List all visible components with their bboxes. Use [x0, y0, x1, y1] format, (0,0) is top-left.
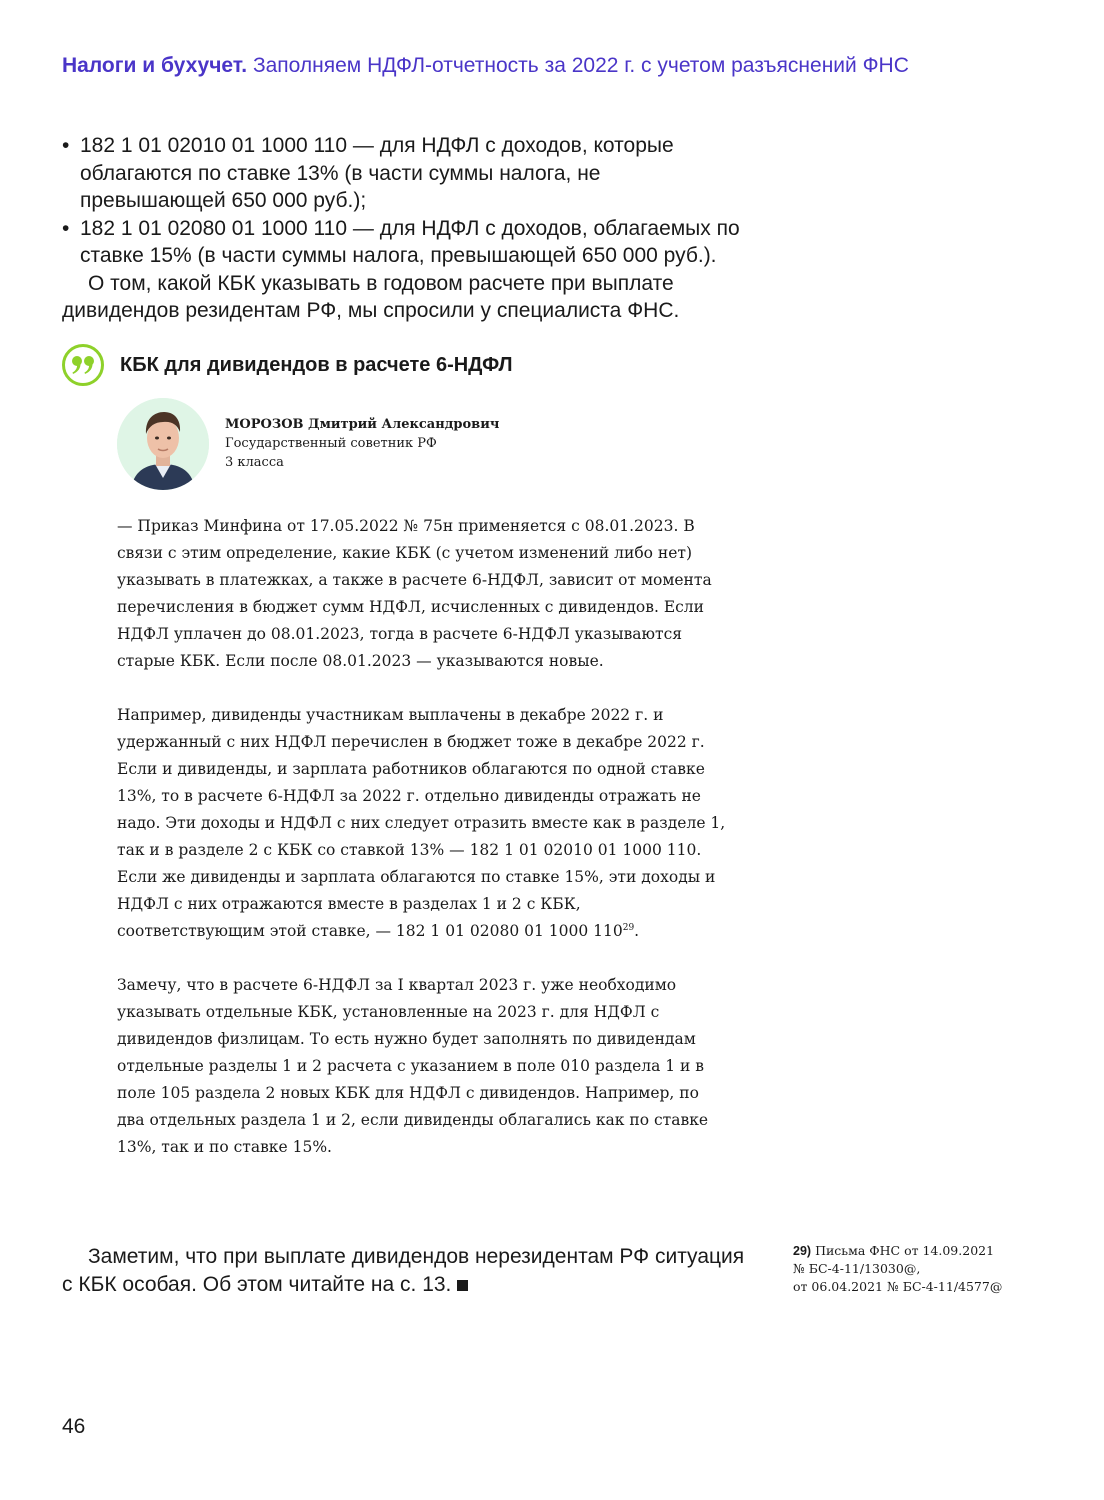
expert-name: МОРОЗОВ Дмитрий Александрович [225, 417, 500, 432]
bullet-text: 182 1 01 02010 01 1000 110 — для НДФЛ с доходов, которые облагаются по ставке 13% (в части суммы налога, не превышающей 650 000 руб.); [80, 134, 674, 212]
quote-glyph-icon [71, 355, 95, 375]
footnote-ref[interactable]: 29 [622, 923, 635, 933]
bullet-marker: • [62, 134, 70, 157]
quote-icon [62, 344, 104, 386]
expert-answer [117, 513, 727, 1188]
page-number: 46 [62, 1415, 86, 1438]
outro-text: Заметим, что при выплате дивидендов нерезидентам РФ ситуация с КБК особая. Об этом читайте на с. 13. [62, 1245, 745, 1296]
list-item [62, 132, 752, 215]
answer-paragraph [117, 702, 727, 945]
expert-quote-heading [62, 344, 513, 386]
footnote-line: от 06.04.2021 № БС-4-11/4577@ [793, 1279, 1003, 1294]
footnote-line: № БС-4-11/13030@, [793, 1261, 921, 1276]
intro-paragraph: О том, какой КБК указывать в годовом расчете при выплате дивидендов резидентам РФ, мы спросили у специалиста ФНС. [62, 271, 680, 322]
answer-text: Например, дивиденды участникам выплачены в декабре 2022 г. и удержанный с них НДФЛ перечислен в бюджет тоже в декабре 2022 г. Если и дивиденды, и зарплата работников облагаются по одной ставке 13%, то в расчете 6-НДФЛ за 2022 г. отдельно дивиденды отражать не надо. Эти доходы и НДФЛ с них следует отразить вместе как в разделе 1, так и в разделе 2 с КБК со ставкой 13% — 182 1 01 02010 01 1000 110. Если же дивиденды и зарплата облагаются по ставке 15%, эти доходы и НДФЛ с них отражаются вместе в разделах 1 и 2 с КБК, соответствующим этой ставке, — 182 1 01 02080 01 1000 110 [117, 706, 726, 940]
bullet-marker: • [62, 216, 70, 240]
answer-text-end: . [634, 922, 640, 940]
end-of-article-mark [457, 1280, 468, 1291]
footnote-number: 29) [793, 1244, 812, 1258]
header-rubric: Налоги и бухучет. [62, 54, 248, 77]
answer-paragraph: Замечу, что в расчете 6-НДФЛ за I квартал 2023 г. уже необходимо указывать отдельные КБК, установленные на 2023 г. для НДФЛ с дивидендов физлицам. То есть нужно будет заполнять по дивидендам отдельные разделы 1 и 2 расчета с указанием в поле 010 раздела 1 и в поле 105 раздела 2 новых КБК для НДФЛ с дивидендов. Например, по два отдельных раздела 1 и 2, если дивиденды облагались как по ставке 13%, так и по ставке 15%. [117, 976, 709, 1156]
quote-title: КБК для дивидендов в расчете 6-НДФЛ [120, 353, 513, 376]
outro-paragraph [62, 1243, 752, 1299]
expert-position-class: 3 класса [225, 455, 284, 470]
list-item [62, 215, 752, 270]
avatar [117, 398, 209, 490]
expert-info [225, 415, 499, 472]
running-header [62, 54, 909, 78]
footnote [793, 1242, 1033, 1296]
footnote-line: Письма ФНС от 14.09.2021 [815, 1243, 995, 1258]
expert-portrait-icon [117, 398, 209, 490]
answer-paragraph: — Приказ Минфина от 17.05.2022 № 75н применяется с 08.01.2023. В связи с этим определение, какие КБК (с учетом изменений либо нет) указывать в платежках, а также в расчете 6-НДФЛ, зависит от момента перечисления в бюджет сумм НДФЛ, исчисленных с дивидендов. Если НДФЛ уплачен до 08.01.2023, тогда в расчете 6-НДФЛ указываются старые КБК. Если после 08.01.2023 — указываются новые. [117, 517, 712, 670]
intro-section [62, 132, 752, 325]
expert-position: Государственный советник РФ [225, 436, 437, 451]
bullet-text: 182 1 01 02080 01 1000 110 — для НДФЛ с доходов, облагаемых по ставке 15% (в части суммы налога, превышающей 650 000 руб.). [80, 216, 740, 267]
header-title: Заполняем НДФЛ-отчетность за 2022 г. с учетом разъяснений ФНС [252, 54, 909, 77]
